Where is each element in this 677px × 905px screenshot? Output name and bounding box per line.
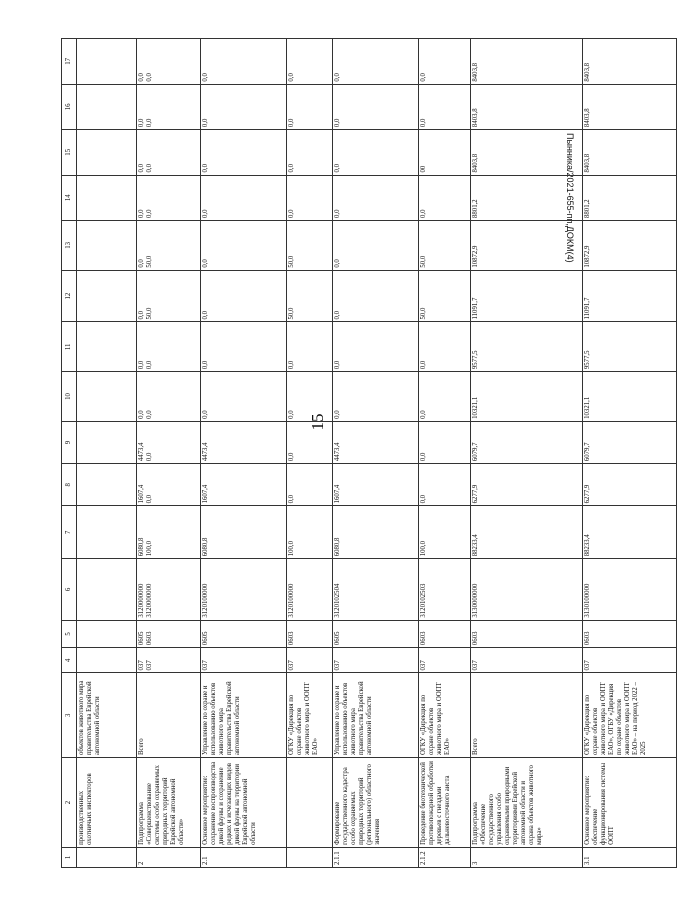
cell-col-13: 10872,9 (471, 220, 583, 270)
cell-col-1: 2.1.2 (419, 847, 471, 867)
table-row (471, 39, 583, 868)
cell-col-14: 0,0 (419, 175, 471, 220)
cell-col-3: объектов животного мира правительства Еврейской автономной области (77, 673, 137, 758)
cell-col-1: 2 (137, 847, 201, 867)
cell-col-1: 2.1.1 (333, 847, 419, 867)
cell-col-12: 0,0 (333, 270, 419, 322)
column-header-4: 4 (62, 648, 77, 673)
cell-col-5: 0605 (333, 620, 419, 647)
cell-col-7: 6080,8 (201, 506, 287, 559)
cell-col-7 (77, 506, 137, 559)
cell-col-10: 0,0 (419, 372, 471, 422)
cell-col-16 (77, 84, 137, 129)
cell-col-3: Всего (471, 673, 583, 758)
cell-col-4: 037 (287, 648, 333, 673)
cell-col-16: 0,0 (287, 84, 333, 129)
cell-col-6: 3120102503 (419, 559, 471, 620)
cell-col-9: 6079,7 (583, 421, 677, 463)
cell-col-9: 4473,4 (201, 421, 287, 463)
cell-col-6 (77, 559, 137, 620)
cell-col-17: 0,0 (287, 39, 333, 85)
cell-col-10: 10321,1 (583, 372, 677, 422)
cell-col-14: 0,0 (333, 175, 419, 220)
column-header-8: 8 (62, 464, 77, 506)
cell-col-4: 037 (583, 648, 677, 673)
cell-col-13: 0,0 (333, 220, 419, 270)
cell-col-2: Основное мероприятие: сохранение воспроизводства дикой фауны и сохранение редких и исчезающих видов дикой фауны на территории Еврейской автономной области (201, 758, 287, 848)
cell-col-9: 4473,4 (333, 421, 419, 463)
column-header-11: 11 (62, 322, 77, 372)
cell-col-14 (77, 175, 137, 220)
cell-col-17: 0,0 (419, 39, 471, 85)
cell-col-6: 3130100000 (583, 559, 677, 620)
cell-col-2: Основное мероприятие: обеспечение функционирования системы ООПТ (583, 758, 677, 848)
cell-col-6: 3120100000 (201, 559, 287, 620)
cell-col-11: 9577,5 (471, 322, 583, 372)
cell-col-11: 0,0 (419, 322, 471, 372)
cell-col-2: Проведение биотехнической противопожарной обработки деревьев с гнездами дальневосточного аиста (419, 758, 471, 848)
column-header-10: 10 (62, 372, 77, 422)
column-header-7: 7 (62, 506, 77, 559)
cell-col-1: 3.1 (583, 847, 677, 867)
cell-col-4: 037 037 (137, 648, 201, 673)
table-row (77, 39, 137, 868)
column-header-14: 14 (62, 175, 77, 220)
cell-col-11: 0,0 0,0 (137, 322, 201, 372)
column-header-3: 3 (62, 673, 77, 758)
cell-col-15: 8403,8 (583, 130, 677, 175)
cell-col-6: 3120102504 (333, 559, 419, 620)
cell-col-2: производственных охотничьих инспекторов (77, 758, 137, 848)
cell-col-13: 0,0 (201, 220, 287, 270)
cell-col-16: 8403,8 (583, 84, 677, 129)
cell-col-9 (77, 421, 137, 463)
cell-col-17: 8403,8 (471, 39, 583, 85)
column-header-17: 17 (62, 39, 77, 85)
table-row (137, 39, 201, 868)
cell-col-13: 10872,9 (583, 220, 677, 270)
cell-col-6: 3120000000 3120000000 (137, 559, 201, 620)
cell-col-12: 50,0 (419, 270, 471, 322)
cell-col-14: 0,0 (287, 175, 333, 220)
column-header-13: 13 (62, 220, 77, 270)
cell-col-15: 0,0 (333, 130, 419, 175)
cell-col-16: 0,0 (419, 84, 471, 129)
cell-col-1 (77, 847, 137, 867)
cell-col-7: 6080,8 (333, 506, 419, 559)
cell-col-10: 0,0 0,0 (137, 372, 201, 422)
cell-col-10: 10321,1 (471, 372, 583, 422)
column-header-1: 1 (62, 847, 77, 867)
cell-col-5: 0603 (287, 620, 333, 647)
cell-col-12: 0,0 50,0 (137, 270, 201, 322)
cell-col-8: 0,0 (287, 464, 333, 506)
cell-col-7: 100,0 (419, 506, 471, 559)
cell-col-4: 037 (201, 648, 287, 673)
cell-col-8: 6277,9 (583, 464, 677, 506)
cell-col-1: 2.1 (201, 847, 287, 867)
cell-col-15 (77, 130, 137, 175)
cell-col-17: 0,0 0,0 (137, 39, 201, 85)
cell-col-11: 0,0 (333, 322, 419, 372)
cell-col-17 (77, 39, 137, 85)
rotated-table-wrapper (61, 38, 648, 868)
cell-col-11: 0,0 (287, 322, 333, 372)
table-row (287, 39, 333, 868)
column-header-6: 6 (62, 559, 77, 620)
document-code: Пынника/2021-655-пп,ДОКМ(4) (565, 133, 575, 263)
cell-col-10 (77, 372, 137, 422)
cell-col-3: ОГКУ «Дирекция по охране объектов животного мира и ООПТ ЕАО» (419, 673, 471, 758)
cell-col-17: 0,0 (333, 39, 419, 85)
cell-col-12: 50,0 (287, 270, 333, 322)
cell-col-17: 8403,8 (583, 39, 677, 85)
cell-col-3: ОГКУ «Дирекция по охране объектов животного мира и ООПТ ЕАО» (287, 673, 333, 758)
cell-col-15: 0,0 (287, 130, 333, 175)
cell-col-8: 6277,9 (471, 464, 583, 506)
table-row (201, 39, 287, 868)
cell-col-15: 8403,8 (471, 130, 583, 175)
cell-col-16: 0,0 (333, 84, 419, 129)
cell-col-5 (77, 620, 137, 647)
column-header-12: 12 (62, 270, 77, 322)
table-row (419, 39, 471, 868)
cell-col-1: 3 (471, 847, 583, 867)
cell-col-5: 0603 (471, 620, 583, 647)
cell-col-11: 0,0 (201, 322, 287, 372)
table-body (77, 39, 677, 868)
cell-col-14: 8801,2 (583, 175, 677, 220)
column-header-16: 16 (62, 84, 77, 129)
cell-col-7: 88233,4 (471, 506, 583, 559)
column-header-15: 15 (62, 130, 77, 175)
cell-col-9: 0,0 (287, 421, 333, 463)
cell-col-5: 0605 (201, 620, 287, 647)
column-header-9: 9 (62, 421, 77, 463)
cell-col-10: 0,0 (333, 372, 419, 422)
cell-col-16: 8403,8 (471, 84, 583, 129)
cell-col-5: 0603 (419, 620, 471, 647)
header-row (62, 39, 77, 868)
cell-col-2 (287, 758, 333, 848)
cell-col-9: 6079,7 (471, 421, 583, 463)
cell-col-4 (77, 648, 137, 673)
cell-col-7: 100,0 (287, 506, 333, 559)
cell-col-1 (287, 847, 333, 867)
cell-col-5: 0603 (583, 620, 677, 647)
cell-col-7: 88233,4 (583, 506, 677, 559)
cell-col-16: 0,0 (201, 84, 287, 129)
cell-col-3: Управление по охране и использованию объектов животного мира правительства Еврейской автономной области (333, 673, 419, 758)
cell-col-16: 0,0 0,0 (137, 84, 201, 129)
column-header-2: 2 (62, 758, 77, 848)
cell-col-15: 00 (419, 130, 471, 175)
cell-col-8: 1607,4 (201, 464, 287, 506)
cell-col-3: Всего (137, 673, 201, 758)
table-row (583, 39, 677, 868)
cell-col-14: 8801,2 (471, 175, 583, 220)
cell-col-13 (77, 220, 137, 270)
cell-col-7: 6080,8 100,0 (137, 506, 201, 559)
cell-col-10: 0,0 (287, 372, 333, 422)
cell-col-5: 0605 0603 (137, 620, 201, 647)
cell-col-2: Подпрограмма «Обеспечение государственного управления особо охраняемыми природными территориями Еврейской автономной области и охрана объектов животного мира» (471, 758, 583, 848)
cell-col-12: 11091,7 (583, 270, 677, 322)
budget-table (61, 38, 677, 868)
cell-col-8: 1607,4 0,0 (137, 464, 201, 506)
cell-col-11: 9577,5 (583, 322, 677, 372)
cell-col-3: ОГКУ «Дирекция по охране объектов животного мира и ООПТ ЕАО», ОГБУ «Дирекция по охране объектов животного мира и ООПТ ЕАО» – на период 2022 – 2025 (583, 673, 677, 758)
cell-col-11 (77, 322, 137, 372)
cell-col-9: 4473,4 0,0 (137, 421, 201, 463)
cell-col-12: 11091,7 (471, 270, 583, 322)
cell-col-4: 037 (419, 648, 471, 673)
cell-col-14: 0,0 0,0 (137, 175, 201, 220)
cell-col-12 (77, 270, 137, 322)
cell-col-8: 0,0 (419, 464, 471, 506)
column-header-5: 5 (62, 620, 77, 647)
cell-col-13: 0,0 50,0 (137, 220, 201, 270)
cell-col-6: 3130000000 (471, 559, 583, 620)
cell-col-6: 3120100000 (287, 559, 333, 620)
cell-col-14: 0,0 (201, 175, 287, 220)
cell-col-12: 0,0 (201, 270, 287, 322)
cell-col-15: 0,0 (201, 130, 287, 175)
cell-col-17: 0,0 (201, 39, 287, 85)
cell-col-8 (77, 464, 137, 506)
cell-col-2: Подпрограмма «Совершенствование системы особо охраняемых природных территорий Еврейской автономной области» (137, 758, 201, 848)
cell-col-4: 037 (333, 648, 419, 673)
cell-col-9: 0,0 (419, 421, 471, 463)
table-row (333, 39, 419, 868)
cell-col-13: 50,0 (287, 220, 333, 270)
page-number: 15 (308, 413, 327, 431)
cell-col-13: 50,0 (419, 220, 471, 270)
cell-col-2: Формирование государственного кадастра особо охраняемых природных территорий (регионального) областного значения (333, 758, 419, 848)
cell-col-8: 1607,4 (333, 464, 419, 506)
cell-col-10: 0,0 (201, 372, 287, 422)
cell-col-4: 037 (471, 648, 583, 673)
cell-col-15: 0,0 0,0 (137, 130, 201, 175)
cell-col-3: Управление по охране и использованию объектов животного мира правительства Еврейской автономной области (201, 673, 287, 758)
